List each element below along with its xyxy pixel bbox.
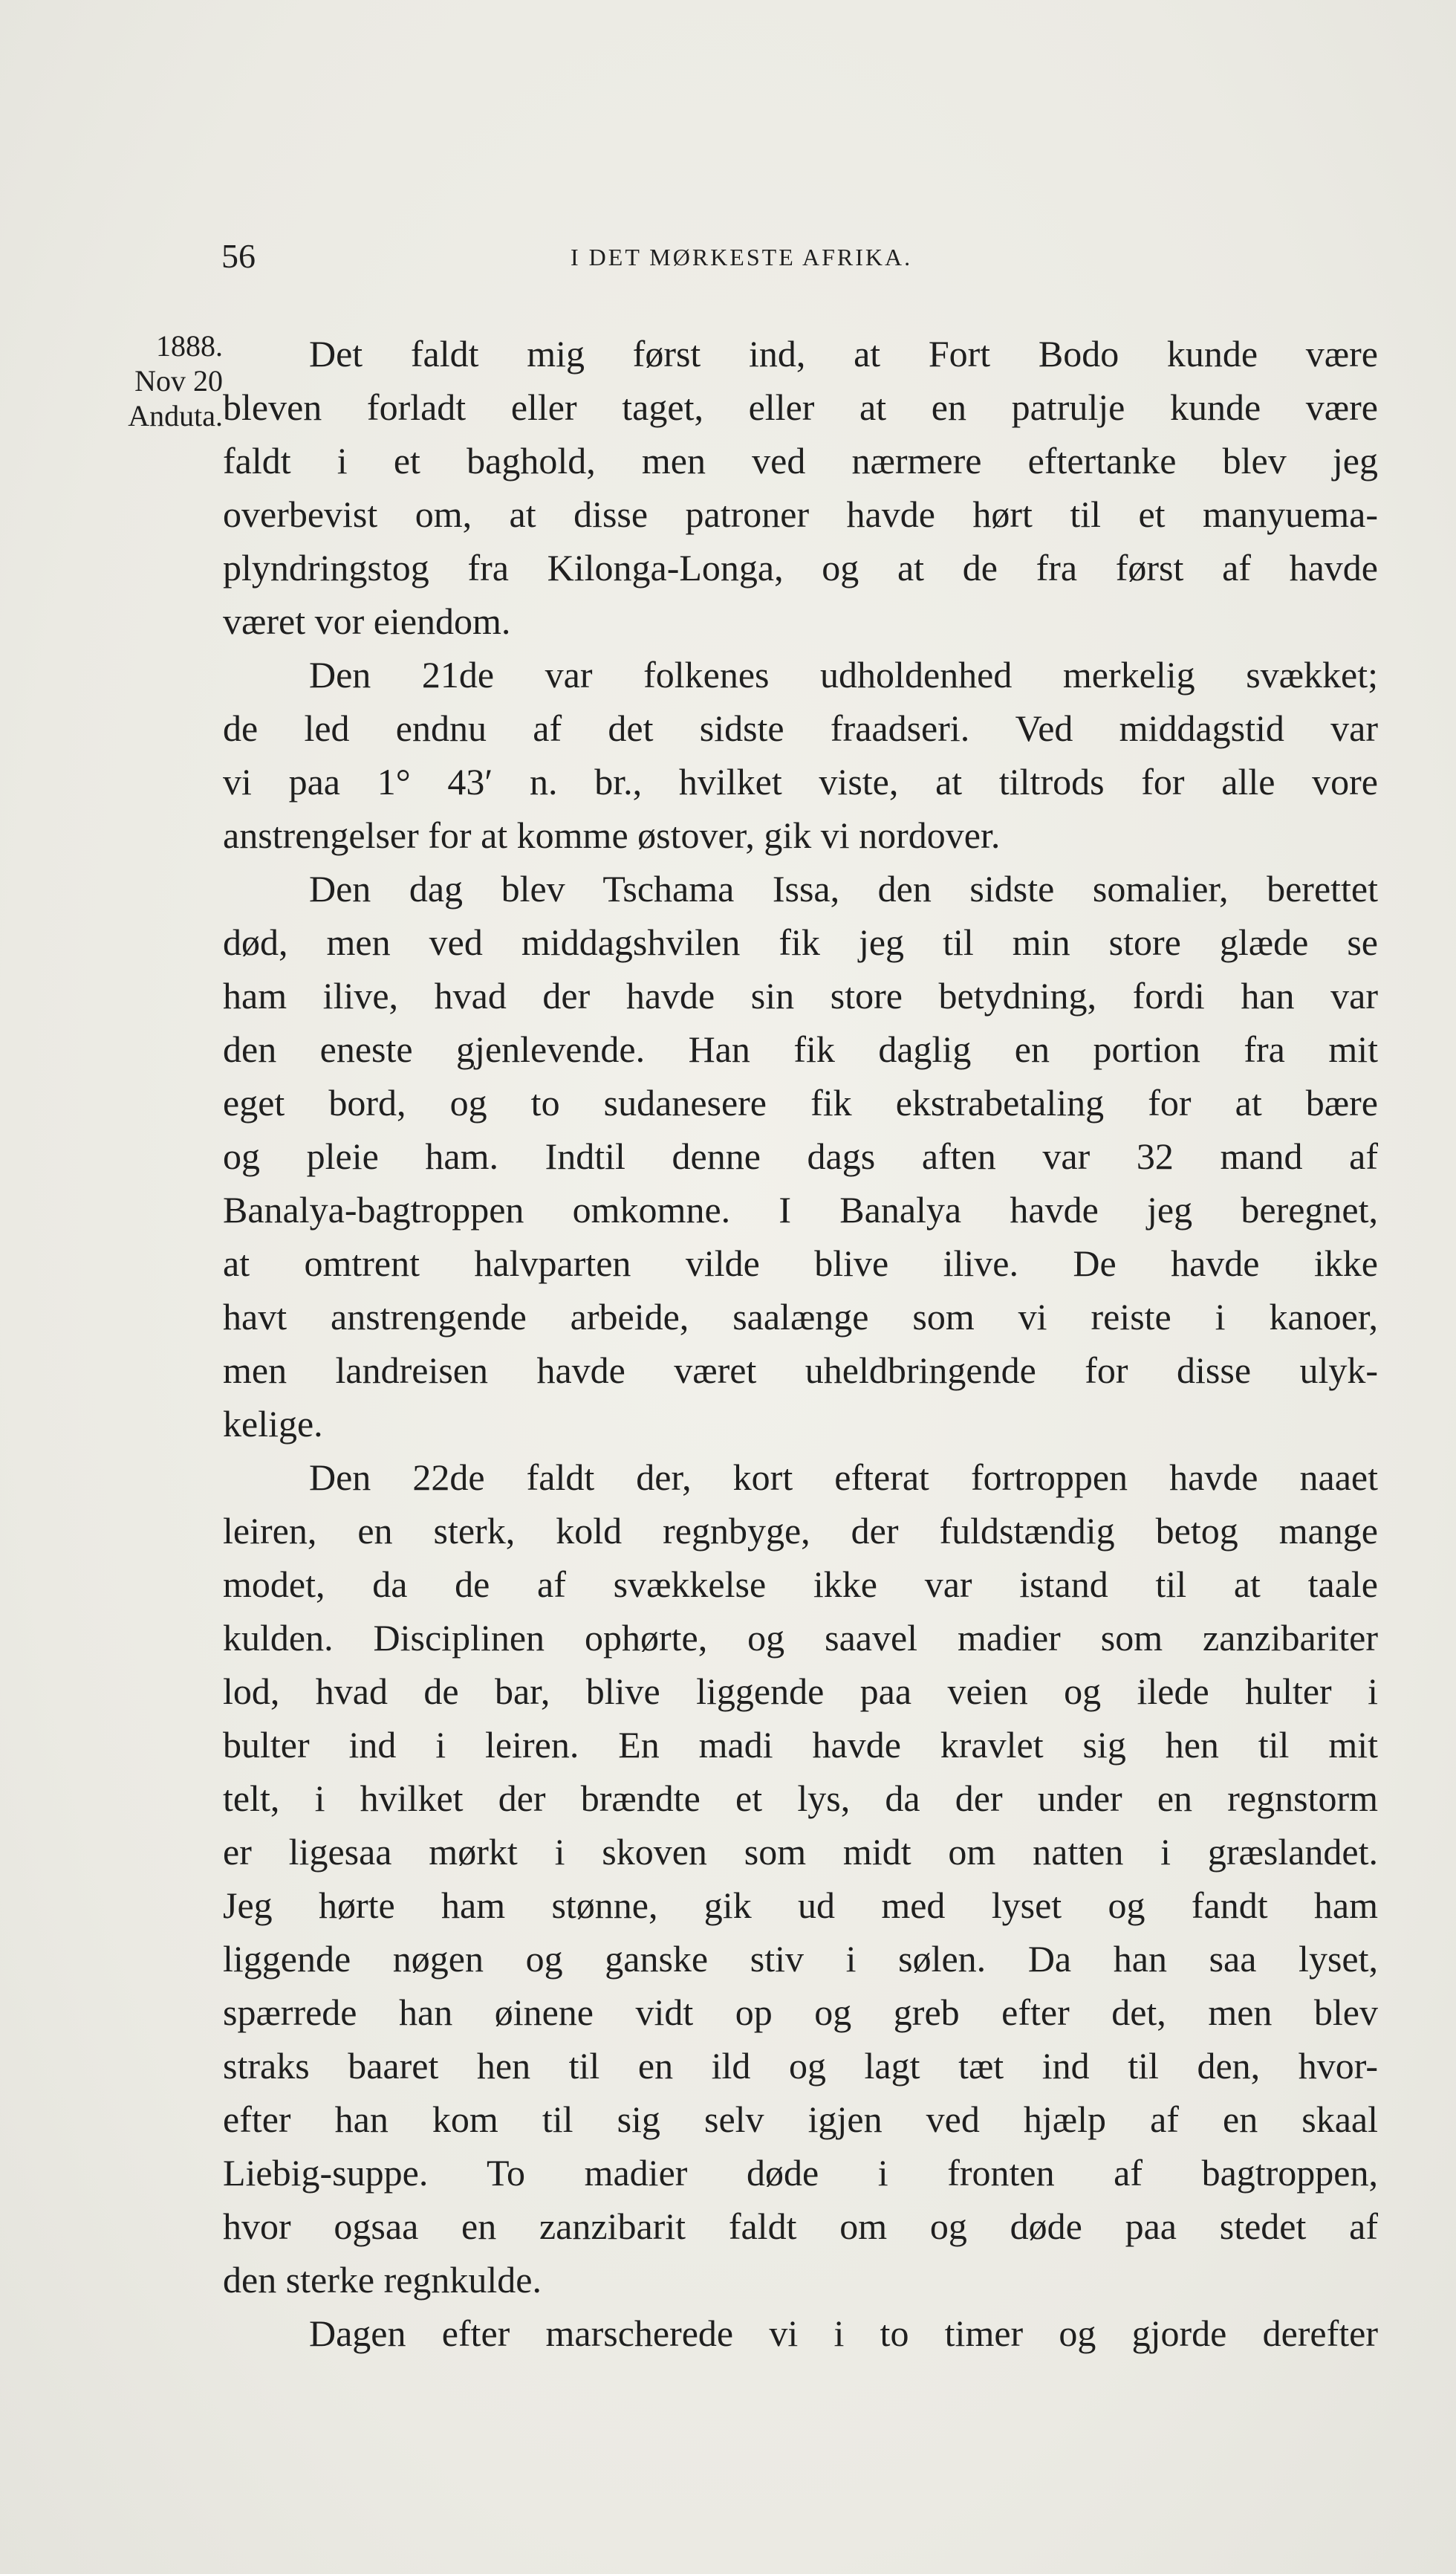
text-line: kulden. Disciplinen ophørte, og saavel madier som zanzibariter — [223, 1617, 1378, 1659]
text-line: anstrengelser for at komme østover, gik vi nordover. — [223, 814, 1001, 856]
margin-note-year: 1888. — [156, 329, 223, 363]
text-line: bulter ind i leiren. En madi havde kravlet sig hen til mit — [223, 1724, 1378, 1766]
text-line: Dagen efter marscherede vi i to timer og gjorde derefter — [309, 2312, 1378, 2354]
text-line: at omtrent halvparten vilde blive ilive. De havde ikke — [223, 1242, 1378, 1284]
text-line: været vor eiendom. — [223, 600, 511, 642]
text-line: men landreisen havde været uheldbringende for disse ulyk- — [223, 1349, 1378, 1391]
text-line: straks baaret hen til en ild og lagt tæt ind til den, hvor- — [223, 2045, 1378, 2087]
margin-note-place: Anduta. — [128, 399, 223, 432]
body-text — [223, 327, 1378, 2360]
text-line: liggende nøgen og ganske stiv i sølen. Da han saa lyset, — [223, 1938, 1378, 1980]
text-line: Banalya-bagtroppen omkomne. I Banalya havde jeg beregnet, — [223, 1189, 1378, 1231]
text-line: Den dag blev Tschama Issa, den sidste somalier, berettet — [309, 868, 1378, 910]
text-line: eget bord, og to sudanesere fik ekstrabetaling for at bære — [223, 1082, 1378, 1124]
text-line: Den 22de faldt der, kort efterat fortroppen havde naaet — [309, 1456, 1378, 1498]
text-line: telt, i hvilket der brændte et lys, da der under en regnstorm — [223, 1777, 1378, 1819]
paragraph — [223, 862, 1378, 1450]
running-title: I DET MØRKESTE AFRIKA. — [571, 244, 913, 270]
text-line: og pleie ham. Indtil denne dags aften var 32 mand af — [223, 1135, 1378, 1177]
text-line: kelige. — [223, 1403, 323, 1445]
running-head — [221, 236, 1380, 281]
text-line: faldt i et baghold, men ved nærmere eftertanke blev jeg — [223, 440, 1378, 482]
text-line: Jeg hørte ham stønne, gik ud med lyset og fandt ham — [223, 1884, 1378, 1926]
text-line: overbevist om, at disse patroner havde hørt til et manyuema- — [223, 493, 1378, 535]
text-line: ham ilive, hvad der havde sin store betydning, fordi han var — [223, 975, 1378, 1017]
margin-note-date: Nov 20 — [134, 364, 223, 398]
paragraph — [223, 2306, 1378, 2360]
text-line: plyndringstog fra Kilonga-Longa, og at de fra først af havde — [223, 547, 1378, 589]
text-line: havt anstrengende arbeide, saalænge som vi reiste i kanoer, — [223, 1296, 1378, 1338]
paragraph — [223, 327, 1378, 648]
text-line: leiren, en sterk, kold regnbyge, der fuldstændig betog mange — [223, 1510, 1378, 1552]
text-line: Den 21de var folkenes udholdenhed merkelig svækket; — [309, 654, 1378, 696]
text-line: de led endnu af det sidste fraadseri. Ved middagstid var — [223, 707, 1378, 749]
text-line: efter han kom til sig selv igjen ved hjælp af en skaal — [223, 2098, 1378, 2140]
paragraph — [223, 1450, 1378, 2306]
page-number: 56 — [221, 237, 256, 275]
text-line: den sterke regnkulde. — [223, 2259, 542, 2301]
text-line: modet, da de af svækkelse ikke var istand til at taale — [223, 1563, 1378, 1605]
text-line: spærrede han øinene vidt op og greb efter det, men blev — [223, 1991, 1378, 2033]
text-line: bleven forladt eller taget, eller at en patrulje kunde være — [223, 386, 1378, 428]
text-line: død, men ved middagshvilen fik jeg til min store glæde se — [223, 921, 1378, 963]
margin-note — [89, 328, 223, 433]
text-line: Det faldt mig først ind, at Fort Bodo kunde være — [309, 333, 1378, 375]
text-line: Liebig-suppe. To madier døde i fronten af bagtroppen, — [223, 2152, 1378, 2194]
text-line: vi paa 1° 43′ n. br., hvilket viste, at tiltrods for alle vore — [223, 761, 1378, 803]
text-line: lod, hvad de bar, blive liggende paa veien og ilede hulter i — [223, 1670, 1378, 1712]
text-line: hvor ogsaa en zanzibarit faldt om og døde paa stedet af — [223, 2205, 1378, 2247]
text-line: den eneste gjenlevende. Han fik daglig en portion fra mit — [223, 1028, 1378, 1070]
text-line: er ligesaa mørkt i skoven som midt om natten i græslandet. — [223, 1831, 1378, 1873]
paragraph — [223, 648, 1378, 862]
